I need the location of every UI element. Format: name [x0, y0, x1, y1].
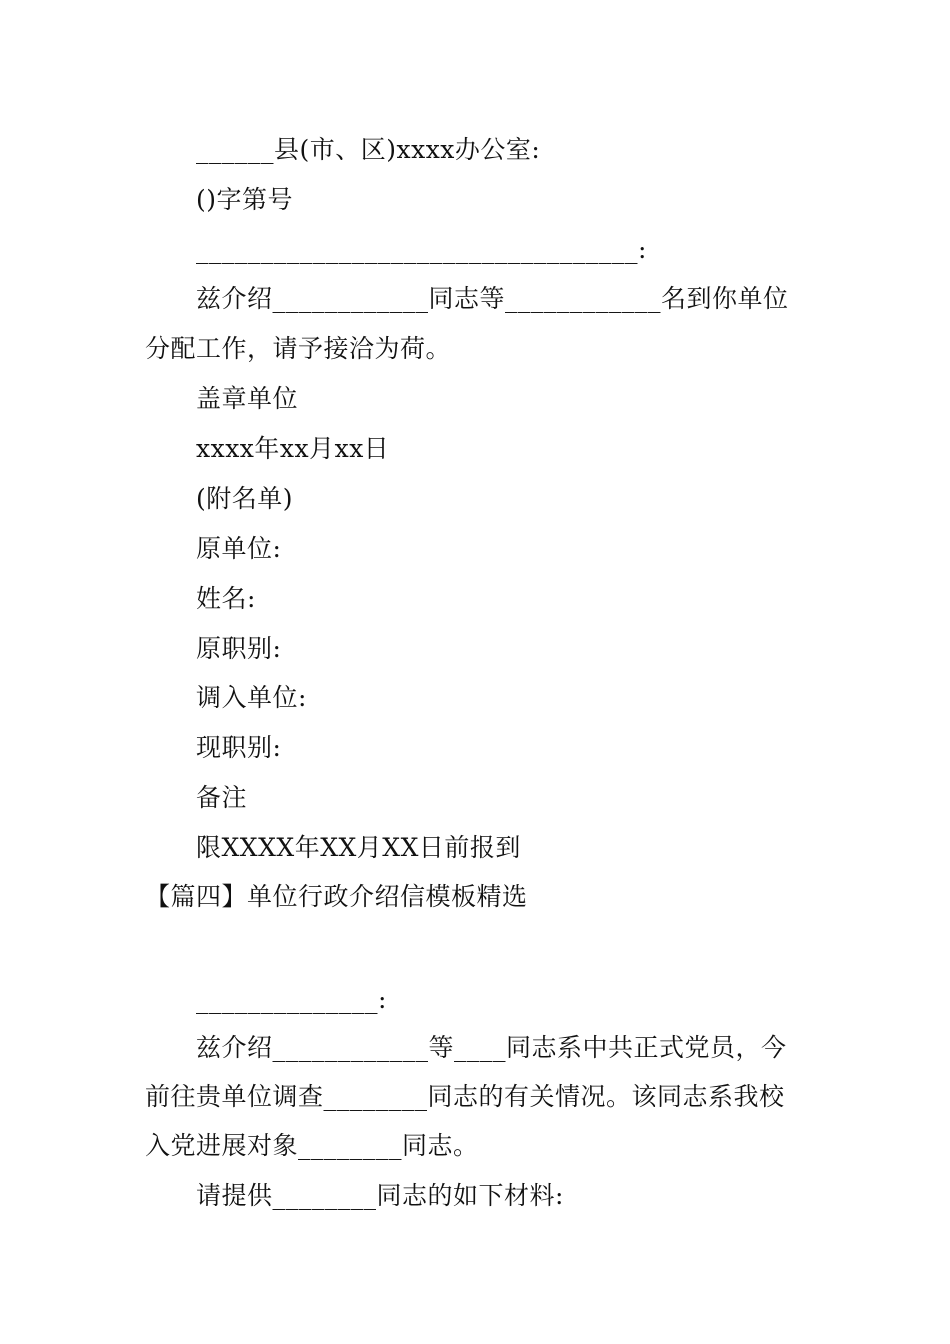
seal-unit: 盖章单位: [196, 384, 299, 413]
body2-line-1: 兹介绍____________等____同志系中共正式党员，今: [196, 1033, 787, 1062]
section-title: 【篇四】单位行政介绍信模板精选: [145, 882, 528, 911]
body-line-2: 分配工作，请予接洽为荷。: [145, 334, 452, 363]
deadline-line: 限XXXX年XX月XX日前报到: [196, 833, 521, 862]
name-field: 姓名:: [196, 584, 256, 613]
request-line: 请提供________同志的如下材料:: [196, 1181, 564, 1210]
reference-number: ()字第号: [196, 185, 294, 214]
transfer-unit-field: 调入单位:: [196, 683, 307, 712]
body2-line-3: 入党进展对象________同志。: [145, 1131, 479, 1160]
body-line-1: 兹介绍____________同志等____________名到你单位: [196, 284, 789, 313]
original-rank-field: 原职别:: [196, 634, 282, 663]
remarks-field: 备注: [196, 783, 248, 812]
attachment-note: (附名单): [196, 484, 294, 513]
current-rank-field: 现职别:: [196, 733, 282, 762]
original-unit-field: 原单位:: [196, 534, 282, 563]
body2-line-2: 前往贵单位调查________同志的有关情况。该同志系我校: [145, 1082, 785, 1111]
recipient-blank-2: ______________:: [196, 985, 387, 1014]
recipient-blank: __________________________________:: [196, 235, 647, 264]
addressee-line: ______县(市、区)xxxx办公室:: [196, 135, 541, 164]
date-line: xxxx年xx月xx日: [196, 434, 390, 463]
